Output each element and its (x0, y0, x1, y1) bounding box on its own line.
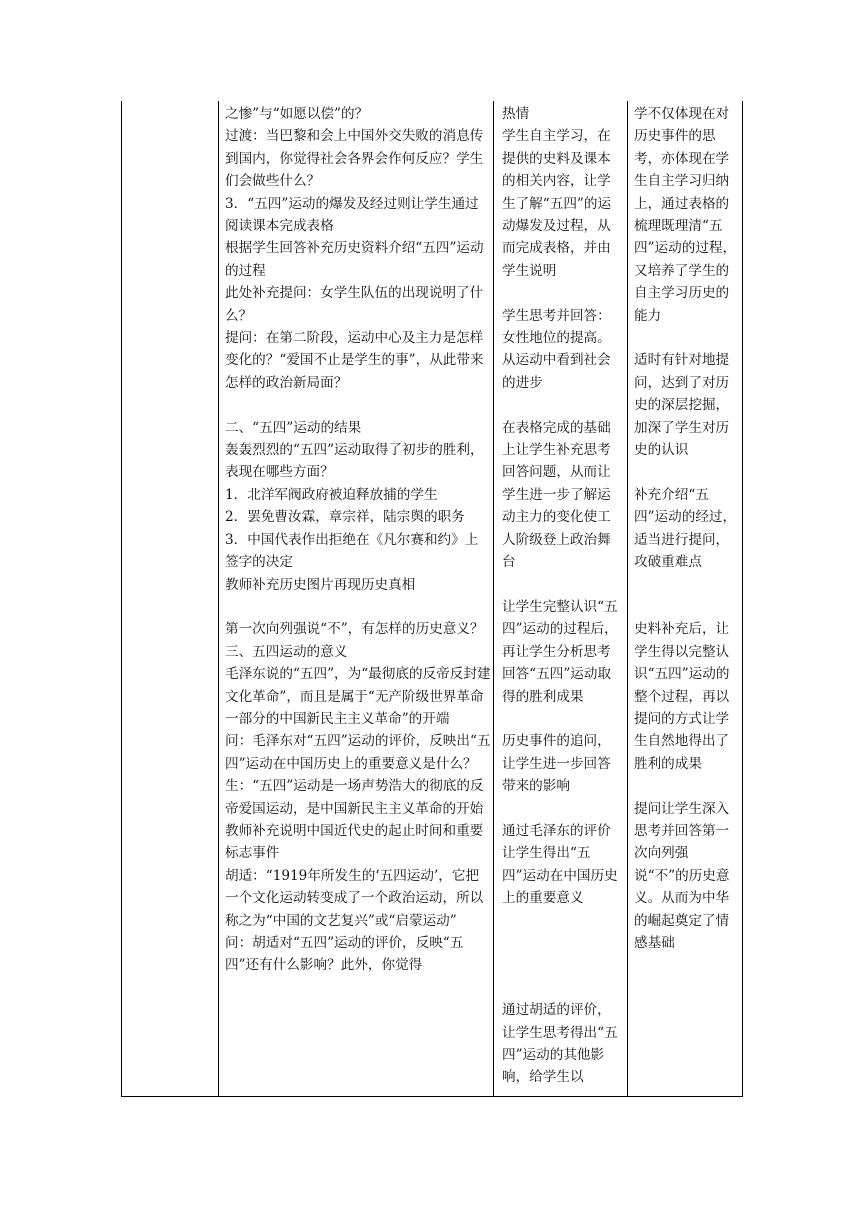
blank-line (225, 596, 491, 618)
blank-line (634, 327, 739, 349)
text-line: 让学生完整认识“五四”运动的过程后，再让学生分析思考回答“五四”运动取得的胜利成果 (502, 598, 618, 705)
blank-line (502, 708, 624, 730)
text-line: 毛泽东说的“五四”，为“最彻底的反帝反封建文化革命”，而且是属于“无产阶级世界革命一部分的中国新民主主义革命”的开端 (225, 666, 491, 727)
text-line: 学不仅体现在对历史事件的思考，亦体现在学生自主学习归纳上，通过表格的梳理既理清“五四”运动的过程，又培养了学生的自主学习历史的能力 (634, 106, 737, 324)
blank-line (634, 775, 739, 797)
section-heading: 三、五四运动的意义 (225, 643, 348, 660)
section-column-cell (122, 101, 219, 1097)
text-line: 在表格完成的基础上让学生补充思考回答问题，从而让学生进一步了解运动主力的变化使工人阶级登上政治舞台 (502, 419, 611, 571)
text-line: 学生自主学习，在提供的史料及课本的相关内容，让学生了解“五四”的运动爆发及过程，从而完成表格，并由学生说明 (502, 128, 612, 279)
text-line: 适时有针对地提问，达到了对历史的深层挖掘，加深了学生对历史的认识 (634, 352, 730, 459)
blank-line (502, 798, 624, 820)
student-activity-content (494, 101, 627, 1089)
blank-line (502, 932, 624, 954)
list-item: 1．北洋军阀政府被迫释放捕的学生 (225, 486, 438, 503)
teaching-process-cell (219, 101, 494, 1097)
section-heading: 二、“五四”运动的结果 (225, 419, 362, 436)
text-line: 问：胡适对“五四”运动的评价，反映“五四”还有什么影响？此外，你觉得 (225, 935, 464, 974)
text-line: 教师补充历史图片再现历史真相 (225, 576, 416, 593)
blank-line (502, 574, 624, 596)
text-line: 提问让学生深入思考并回答第一次向列强说“不”的历史意义。从而为中华的崛起奠定了情感基础 (634, 800, 730, 951)
blank-line (502, 977, 624, 999)
text-line: 此处补充提问：女学生队伍的出现说明了什么？ (225, 285, 484, 324)
text-line: 提问：在第二阶段，运动中心及主力是怎样变化的？“爱国不止是学生的事”，从此带来怎样的政治新局面？ (225, 330, 484, 391)
blank-line (502, 394, 624, 416)
text-line: 3．“五四”运动的爆发及经过则让学生通过阅读课本完成表格 (225, 195, 479, 235)
text-line: 之惨”与“如愿以偿”的？ (225, 106, 369, 122)
blank-line (502, 910, 624, 932)
blank-line (225, 394, 491, 416)
table-row (122, 101, 743, 1097)
text-line: 历史事件的追问，让学生进一步回答带来的影响 (502, 733, 611, 795)
student-activity-cell (494, 101, 628, 1097)
text-line: 史料补充后，让学生得以完整认识“五四”运动的整个过程，再以提问的方式让学生自然地得出了胜利的成果 (634, 621, 730, 772)
text-line: 胡适：“1919年所发生的‘五四运动’，它把一个文化运动转变成了一个政治运动，所以称之为“中国的文艺复兴”或“启蒙运动” (225, 867, 484, 929)
blank-line (502, 954, 624, 976)
lesson-plan-table (121, 101, 743, 1097)
design-intent-cell (628, 101, 743, 1097)
text-line: 通过胡适的评价，让学生思考得出“五四”运动的其他影响，给学生以 (502, 1002, 618, 1086)
blank-line (502, 282, 624, 304)
blank-line (634, 596, 739, 618)
text-line: 教师补充说明中国近代史的起止时间和重要标志事件 (225, 822, 484, 862)
design-intent-content (628, 101, 742, 954)
list-item: 3．中国代表作出拒绝在《凡尔赛和约》上签字的决定 (225, 531, 479, 571)
blank-line (634, 461, 739, 483)
text-line: 补充介绍“五四”运动的经过，适当进行提问，攻破重难点 (634, 486, 737, 571)
text-line: 学生思考并回答：女性地位的提高。从运动中看到社会的进步 (502, 307, 611, 391)
text-line: 根据学生回答补充历史资料介绍“五四”运动的过程 (225, 240, 484, 279)
text-line: 通过毛泽东的评价让学生得出“五四”运动在中国历史上的重要意义 (502, 822, 618, 907)
text-line: 热情 (502, 106, 530, 122)
text-line: 过渡：当巴黎和会上中国外交失败的消息传到国内，你觉得社会各界会作何反应？学生们会做些什么？ (225, 128, 484, 190)
blank-line (634, 574, 739, 596)
list-item: 2．罢免曹汝霖，章宗祥，陆宗舆的职务 (225, 509, 465, 526)
teaching-process-content (219, 101, 493, 977)
text-line: 生：“五四”运动是一场声势浩大的彻底的反帝爱国运动，是中国新民主主义革命的开始 (225, 778, 484, 817)
text-line: 问：毛泽东对“五四”运动的评价，反映出“五四”运动在中国历史上的重要意义是什么？ (225, 733, 491, 772)
text-line: 第一次向列强说“不”，有怎样的历史意义？ (225, 621, 484, 638)
text-line: 轰轰烈烈的“五四”运动取得了初步的胜利，表现在哪些方面？ (225, 442, 484, 481)
